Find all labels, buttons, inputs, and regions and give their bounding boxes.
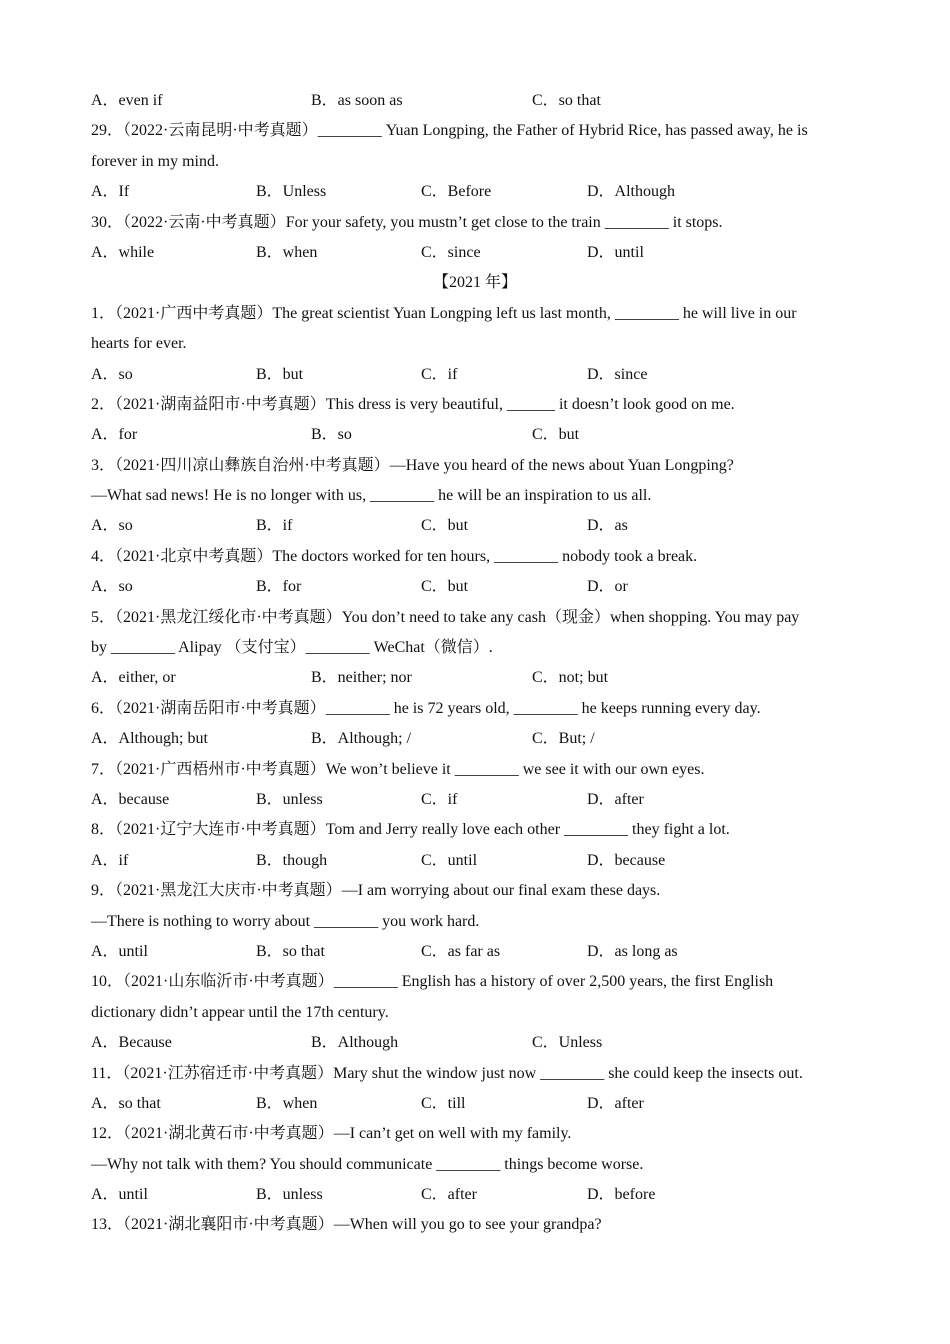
question-number: 30．: [91, 213, 124, 231]
option-b: B．neither; nor: [311, 669, 412, 687]
question-source: （2021·黑龙江绥化市·中考真题）: [115, 608, 342, 626]
question-stem-text: hearts for ever.: [91, 335, 187, 353]
question-3-stem-line-1: [91, 451, 859, 481]
option-b: B．if: [256, 517, 293, 535]
question-30-stem-line-1: [91, 208, 859, 238]
option-c: C．till: [421, 1094, 466, 1112]
option-c: C．Unless: [532, 1034, 603, 1052]
question-12-stem-line-1: [91, 1119, 859, 1149]
option-b: B．Although: [311, 1034, 399, 1052]
question-stem-text: —Why not talk with them? You should communicate ________ things become worse.: [91, 1155, 644, 1173]
option-d: D．because: [587, 851, 666, 869]
question-8-stem-line-1: [91, 815, 859, 845]
option-a: A．so: [91, 517, 133, 535]
options-row-q11: [91, 1089, 859, 1119]
question-1-stem-line-1: [91, 299, 859, 329]
question-stem-text: —What sad news! He is no longer with us, ________ he will be an inspiration to us all.: [91, 487, 652, 505]
option-a: A．until: [91, 1186, 148, 1204]
question-source: （2021·辽宁大连市·中考真题）: [115, 821, 326, 839]
question-number: 29．: [91, 122, 124, 140]
question-source: （2021·江苏宿迁市·中考真题）: [122, 1064, 334, 1082]
section-heading-2021: 【2021 年】: [432, 274, 517, 292]
option-c: C．if: [421, 790, 458, 808]
question-stem-text: dictionary didn’t appear until the 17th century.: [91, 1003, 389, 1021]
question-source: （2021·湖南益阳市·中考真题）: [115, 395, 326, 413]
question-stem-text: ________ he is 72 years old, ________ he keeps running every day.: [325, 699, 761, 717]
question-source: （2021·四川凉山彝族自治州·中考真题）: [115, 456, 390, 474]
option-d: D．as: [587, 517, 628, 535]
option-b: B．when: [256, 243, 318, 261]
question-12-stem-line-2: [91, 1150, 859, 1180]
option-c: C．but: [532, 426, 580, 444]
option-b: B．unless: [256, 1186, 323, 1204]
question-7-stem-line-1: [91, 755, 859, 785]
option-b: B．so: [311, 426, 352, 444]
question-3-stem-line-2: [91, 481, 859, 511]
question-number: 11．: [91, 1064, 123, 1082]
question-stem-text: We won’t believe it ________ we see it with our own eyes.: [325, 760, 705, 778]
question-11-stem-line-1: [91, 1059, 859, 1089]
option-c: C．after: [421, 1186, 477, 1204]
option-c: C．But; /: [532, 730, 595, 748]
question-stem-text: —I can’t get on well with my family.: [333, 1125, 572, 1143]
question-number: 8．: [91, 821, 116, 839]
question-stem-text: forever in my mind.: [91, 152, 219, 170]
question-1-stem-line-2: [91, 329, 859, 359]
question-2-stem-line-1: [91, 390, 859, 420]
option-a: A．either, or: [91, 669, 176, 687]
option-a: A．Because: [91, 1034, 172, 1052]
question-5-stem-line-1: [91, 603, 859, 633]
question-9-stem-line-2: [91, 907, 859, 937]
option-a: A．while: [91, 243, 155, 261]
option-a: A．until: [91, 942, 148, 960]
options-row-q2: [91, 420, 859, 450]
option-a: A．so that: [91, 1094, 161, 1112]
options-row-q12: [91, 1180, 859, 1210]
question-source: （2022·云南·中考真题）: [123, 213, 286, 231]
option-c: C．until: [421, 851, 478, 869]
options-row-q5: [91, 663, 859, 693]
option-c: C．if: [421, 365, 458, 383]
option-b: B．though: [256, 851, 328, 869]
options-row-q9: [91, 937, 859, 967]
option-d: D．or: [587, 578, 628, 596]
question-6-stem-line-1: [91, 694, 859, 724]
question-number: 12．: [91, 1125, 124, 1143]
question-9-stem-line-1: [91, 876, 859, 906]
option-b: B．Although; /: [311, 730, 412, 748]
question-10-stem-line-2: [91, 998, 859, 1028]
question-13-stem-line-1: [91, 1210, 859, 1240]
question-number: 9．: [91, 882, 116, 900]
question-stem-text: For your safety, you mustn’t get close to the train ________ it stops.: [285, 213, 723, 231]
options-row-q7: [91, 785, 859, 815]
question-stem-text: —Have you heard of the news about Yuan Longping?: [389, 456, 734, 474]
option-d: D．after: [587, 1094, 644, 1112]
question-stem-text: ________ Yuan Longping, the Father of Hybrid Rice, has passed away, he is: [317, 122, 808, 140]
option-a: A．Although; but: [91, 730, 208, 748]
options-row-q4: [91, 572, 859, 602]
option-a: A．for: [91, 426, 138, 444]
option-b: B．when: [256, 1094, 318, 1112]
question-number: 3．: [91, 456, 116, 474]
option-b: B．but: [256, 365, 304, 383]
question-list: [91, 86, 859, 1241]
option-a: A．even if: [91, 92, 163, 109]
options-row-q6: [91, 724, 859, 754]
question-29-stem-line-1: [91, 116, 859, 146]
option-c: C．so that: [532, 92, 601, 109]
question-source: （2021·山东临沂市·中考真题）: [123, 973, 334, 991]
question-number: 10．: [91, 973, 124, 991]
question-number: 13．: [91, 1216, 124, 1234]
question-number: 4．: [91, 547, 116, 565]
option-d: D．after: [587, 790, 644, 808]
question-number: 7．: [91, 760, 116, 778]
question-stem-text: Tom and Jerry really love each other ________ they fight a lot.: [325, 821, 730, 839]
option-a: A．because: [91, 790, 170, 808]
option-b: B．as soon as: [311, 92, 403, 109]
question-4-stem-line-1: [91, 542, 859, 572]
options-row-q10: [91, 1028, 859, 1058]
question-number: 6．: [91, 699, 116, 717]
option-b: B．so that: [256, 942, 325, 960]
question-source: （2022·云南昆明·中考真题）: [123, 122, 318, 140]
question-stem-text: You don’t need to take any cash（现金）when shopping. You may pay: [341, 608, 800, 626]
option-c: C．Before: [421, 183, 492, 201]
question-number: 2．: [91, 395, 116, 413]
question-stem-text: —When will you go to see your grandpa?: [333, 1216, 602, 1234]
option-a: A．so: [91, 365, 133, 383]
question-source: （2021·广西中考真题）: [115, 304, 273, 322]
option-a: A．if: [91, 851, 129, 869]
option-b: B．for: [256, 578, 302, 596]
options-row-q1: [91, 360, 859, 390]
option-a: A．so: [91, 578, 133, 596]
option-d: D．since: [587, 365, 648, 383]
options-row-q28: [91, 86, 859, 116]
option-a: A．If: [91, 183, 130, 201]
question-10-stem-line-1: [91, 967, 859, 997]
question-stem-text: ________ English has a history of over 2,500 years, the first English: [333, 973, 774, 991]
option-b: B．unless: [256, 790, 323, 808]
option-c: C．since: [421, 243, 481, 261]
question-source: （2021·黑龙江大庆市·中考真题）: [115, 882, 342, 900]
option-c: C．not; but: [532, 669, 609, 687]
option-d: D．as long as: [587, 942, 678, 960]
question-source: （2021·湖南岳阳市·中考真题）: [115, 699, 326, 717]
question-stem-text: —I am worrying about our final exam these days.: [341, 882, 661, 900]
question-number: 5．: [91, 608, 116, 626]
question-number: 1．: [91, 304, 116, 322]
question-stem-text: The doctors worked for ten hours, ________ nobody took a break.: [272, 547, 698, 565]
question-stem-text: Mary shut the window just now ________ she could keep the insects out.: [333, 1064, 803, 1082]
question-source: （2021·湖北黄石市·中考真题）: [123, 1125, 334, 1143]
question-stem-text: This dress is very beautiful, ______ it doesn’t look good on me.: [325, 395, 735, 413]
options-row-q30: [91, 238, 859, 268]
options-row-q3: [91, 511, 859, 541]
option-d: D．before: [587, 1186, 656, 1204]
question-stem-text: —There is nothing to worry about ________ you work hard.: [91, 912, 480, 930]
option-d: D．Although: [587, 183, 676, 201]
question-5-stem-line-2: [91, 633, 859, 663]
options-row-q29: [91, 177, 859, 207]
question-stem-text: The great scientist Yuan Longping left us last month, ________ he will live in our: [272, 304, 797, 322]
option-d: D．until: [587, 243, 644, 261]
question-source: （2021·北京中考真题）: [115, 547, 273, 565]
question-stem-text: by ________ Alipay （支付宝）________ WeChat（微信）.: [91, 639, 493, 657]
option-c: C．but: [421, 517, 469, 535]
question-29-stem-line-2: [91, 147, 859, 177]
question-source: （2021·湖北襄阳市·中考真题）: [123, 1216, 334, 1234]
option-b: B．Unless: [256, 183, 327, 201]
option-c: C．but: [421, 578, 469, 596]
option-c: C．as far as: [421, 942, 501, 960]
question-source: （2021·广西梧州市·中考真题）: [115, 760, 326, 778]
options-row-q8: [91, 846, 859, 876]
